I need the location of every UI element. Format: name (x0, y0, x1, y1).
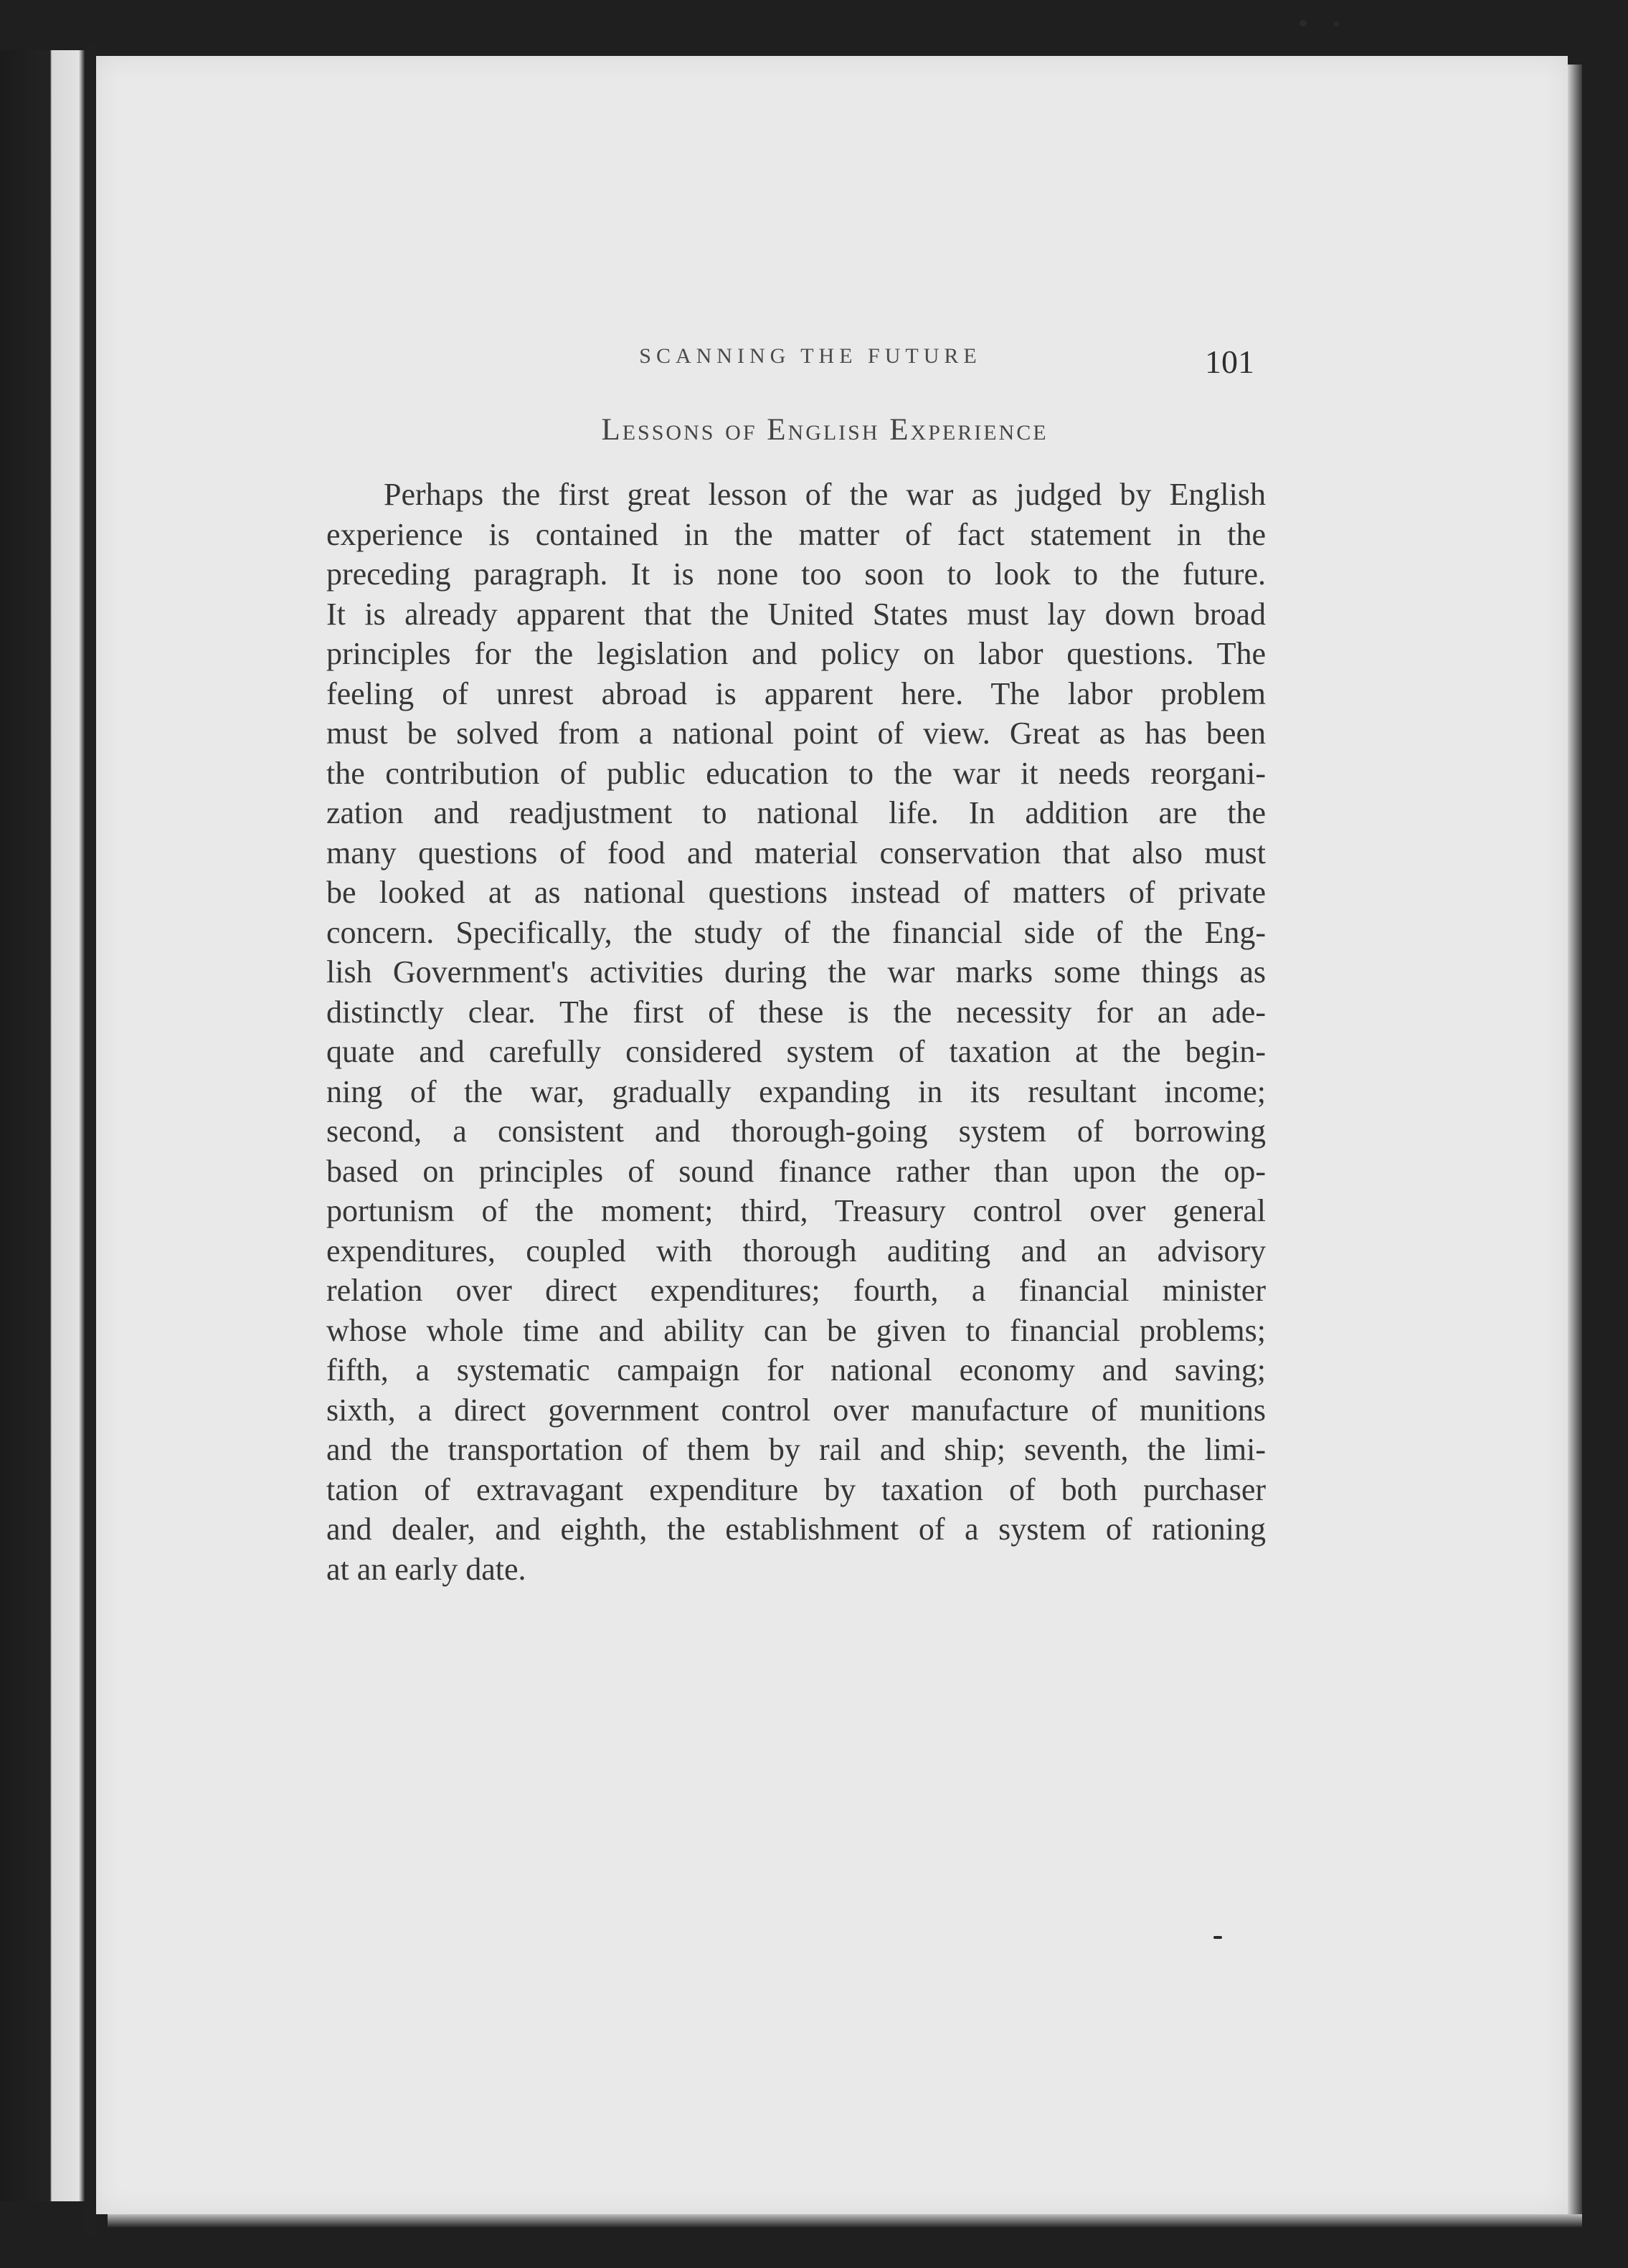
text-line: and dealer, and eighth, the establishment of a system of rationing (326, 1512, 1266, 1547)
text-line: fifth, a systematic campaign for national economy and saving; (326, 1352, 1266, 1387)
facing-page-edge (0, 50, 87, 2201)
text-line: portunism of the moment; third, Treasury control over general (326, 1193, 1266, 1228)
text-line: preceding paragraph. It is none too soon to look to the future. (326, 556, 1266, 592)
text-line: Perhaps the first great lesson of the war as judged by English (384, 477, 1266, 512)
text-line: zation and readjustment to national life. In addition are the (326, 795, 1266, 830)
text-line: quate and carefully considered system of taxation at the begin- (326, 1034, 1266, 1069)
section-title: Lessons of English Experience (601, 413, 1049, 447)
text-line: second, a consistent and thorough-going system of borrowing (326, 1114, 1266, 1149)
book-gutter (85, 43, 96, 2237)
scan-speck (1300, 20, 1307, 27)
text-line: lish Government's activities during the war marks some things as (326, 954, 1266, 990)
text-line: must be solved from a national point of view. Great as has been (326, 716, 1266, 751)
text-line: whose whole time and ability can be given to financial problems; (326, 1312, 1266, 1348)
text-line: feeling of unrest abroad is apparent here. The labor problem (326, 675, 1266, 711)
scan-speck (1213, 1936, 1222, 1939)
page-number: 101 (1205, 343, 1254, 380)
text-line: relation over direct expenditures; fourth, a financial minister (326, 1273, 1266, 1308)
page-bottom-shadow (108, 2214, 1582, 2227)
text-line: expenditures, coupled with thorough auditing and an advisory (326, 1233, 1266, 1268)
text-line: It is already apparent that the United States must lay down broad (326, 596, 1266, 632)
text-line: be looked at as national questions instead of matters of private (326, 875, 1266, 910)
scan-speck (1334, 22, 1339, 27)
page-edge-shadow (1568, 65, 1582, 2223)
body-paragraph (326, 475, 1266, 1589)
text-line: many questions of food and material conservation that also must (326, 835, 1266, 870)
text-line: based on principles of sound finance rather than upon the op- (326, 1153, 1266, 1189)
text-line: the contribution of public education to the war it needs reorgani- (326, 755, 1266, 791)
text-line: sixth, a direct government control over manufacture of munitions (326, 1392, 1266, 1428)
text-line: and the transportation of them by rail and ship; seventh, the limi- (326, 1432, 1266, 1467)
text-line: tation of extravagant expenditure by taxation of both purchaser (326, 1471, 1266, 1507)
text-line: ning of the war, gradually expanding in its resultant income; (326, 1073, 1266, 1109)
text-line: experience is contained in the matter of fact statement in the (326, 516, 1266, 552)
text-line: at an early date. (326, 1551, 526, 1587)
text-line: principles for the legislation and policy on labor questions. The (326, 636, 1266, 671)
text-line: concern. Specifically, the study of the financial side of the Eng- (326, 914, 1266, 950)
running-head: SCANNING THE FUTURE (639, 344, 982, 368)
text-line: distinctly clear. The first of these is the necessity for an ade- (326, 994, 1266, 1030)
